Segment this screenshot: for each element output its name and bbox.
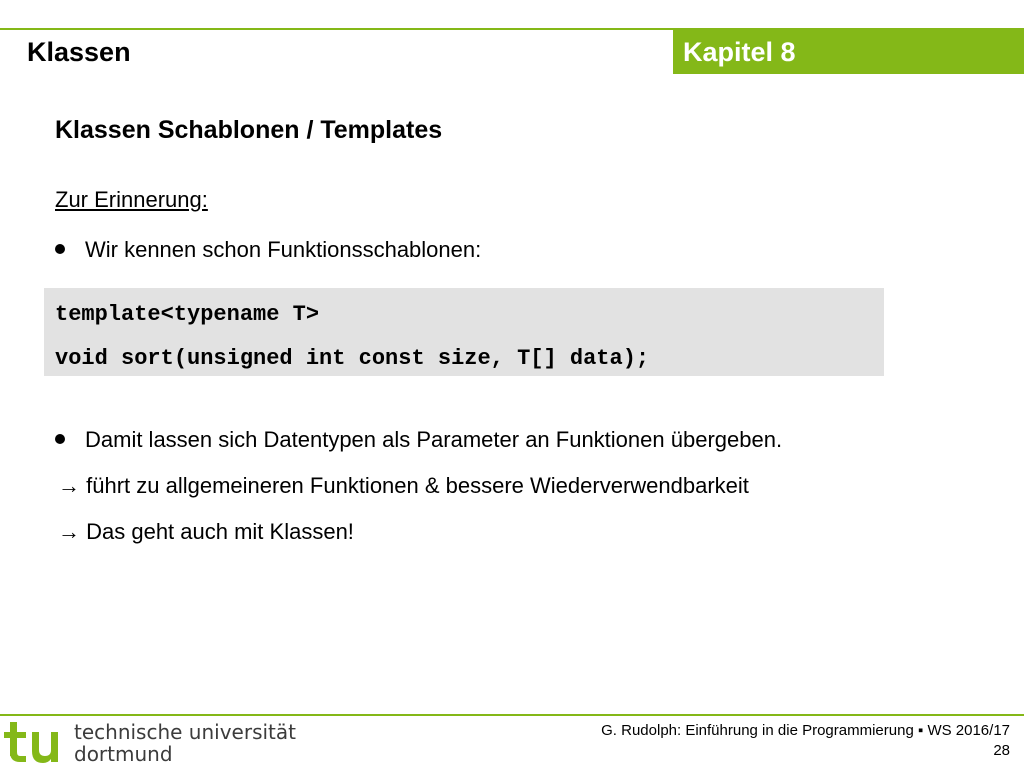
bullet-item-2 [55,425,782,455]
bullet-text-2: Damit lassen sich Datentypen als Parameter an Funktionen übergeben. [85,427,783,452]
chapter-label-text: Kapitel 8 [683,37,796,67]
university-name-line-2: dortmund [74,742,173,766]
reminder-label: Zur Erinnerung: [55,187,208,212]
bullet-text-1: Wir kennen schon Funktionsschablonen: [85,237,482,262]
footer-credit-text: G. Rudolph: Einführung in die Programmierung ▪ WS 2016/17 [601,722,1010,739]
footer-credit [601,721,1010,761]
code-line-1: template<typename T> [55,302,320,327]
page-number: 28 [993,742,1010,759]
bullet-item-1 [55,235,481,265]
code-block [44,288,884,376]
bullet-dot-icon [55,434,65,444]
code-line-2: void sort(unsigned int const size, T[] data); [55,346,650,371]
slide-heading: Klassen Schablonen / Templates [55,116,443,144]
university-name [74,721,296,765]
bullet-dot-icon [55,244,65,254]
arrow-line-2: → Das geht auch mit Klassen! [58,519,354,544]
arrow-line-1: → führt zu allgemeineren Funktionen & bessere Wiederverwendbarkeit [58,473,749,498]
university-name-line-1: technische universität [74,720,296,744]
chapter-label [673,30,1024,74]
tu-logo-icon [4,718,64,766]
footer-rule [0,714,1024,716]
header-title: Klassen [27,37,131,67]
